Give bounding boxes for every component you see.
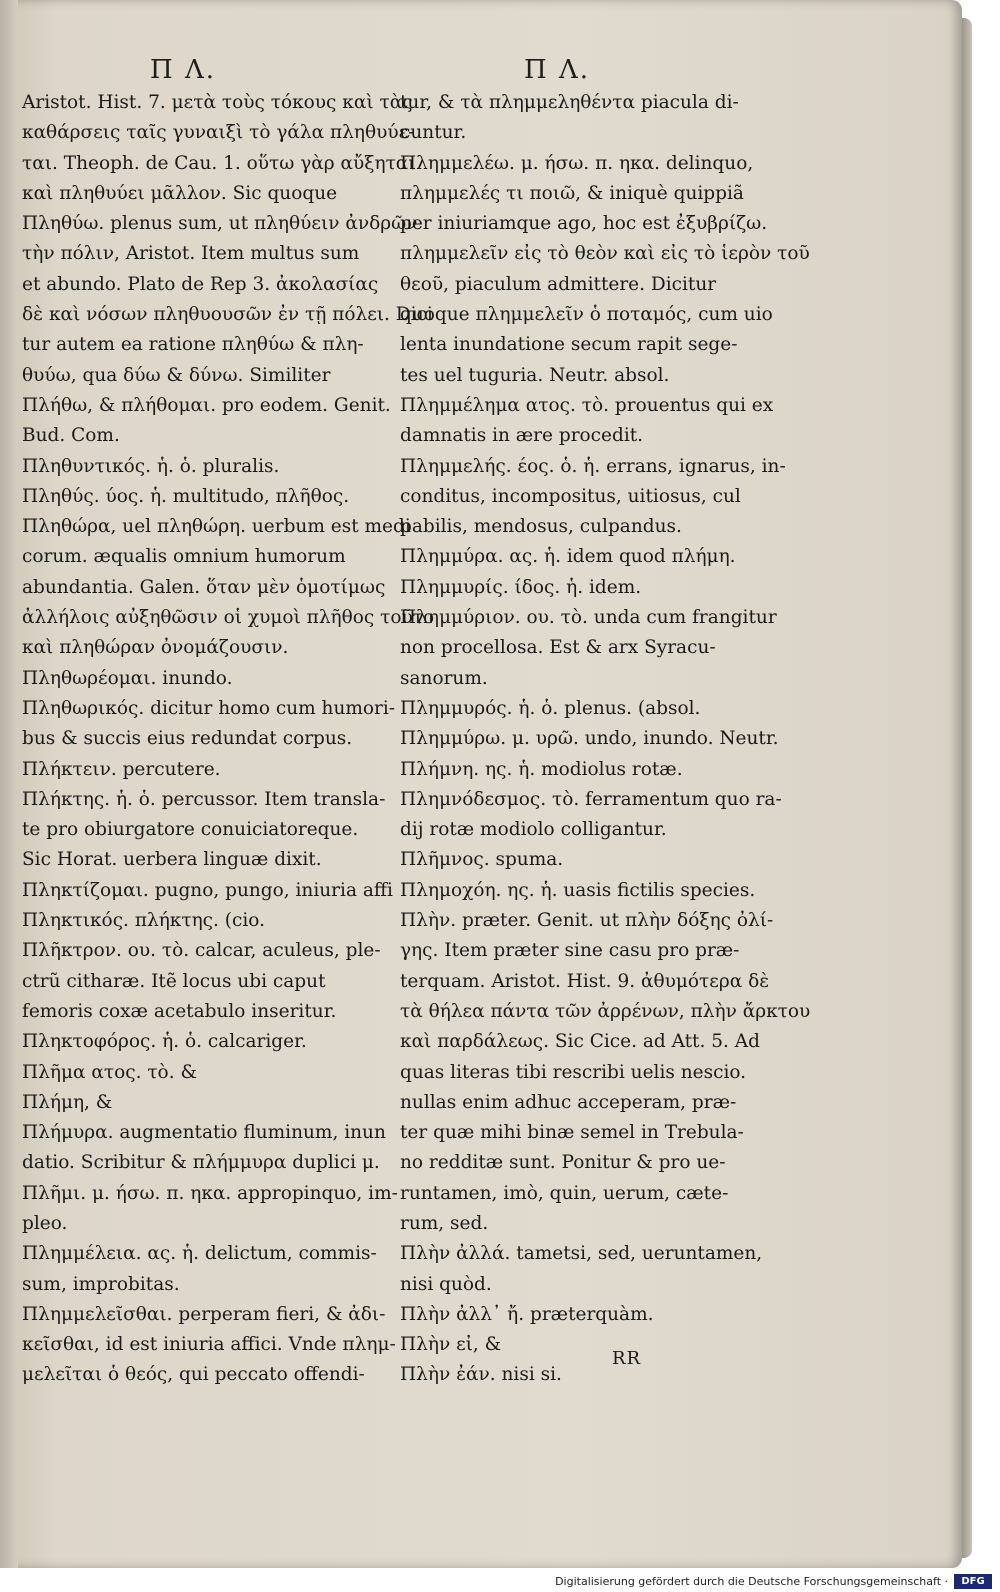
dfg-logo: DFG <box>954 1574 992 1589</box>
text-line: quoque πλημμελεῖν ὁ ποταμός, cum uio <box>400 304 773 326</box>
text-line: Bud. Com. <box>22 425 120 447</box>
text-line: τὰ θήλεα πάντα τῶν ἀρρένων, πλὴν ἄρκτου <box>400 1000 811 1022</box>
text-line: rum, sed. <box>400 1212 489 1234</box>
text-line: κεῖσθαι, id est iniuria affici. Vnde πλημ- <box>22 1334 396 1356</box>
text-line: Πλήμνη. ης. ἡ. modiolus rotæ. <box>400 758 683 780</box>
text-line: Πλημμελεῖσθαι. perperam fieri, & ἀδι- <box>22 1303 386 1325</box>
text-line: Πλῆκτρον. ου. τὸ. calcar, aculeus, ple- <box>22 940 381 962</box>
text-line: Πλήκτειν. percutere. <box>22 758 221 780</box>
text-line: ται. Theoph. de Cau. 1. οὕτω γὰρ αὔξηται <box>22 152 416 174</box>
text-line: Πληθωρικός. dicitur homo cum humori- <box>22 697 396 719</box>
text-line: Πληθύς. ύος. ἡ. multitudo, πλῆθος. <box>22 485 350 507</box>
text-line: pabilis, mendosus, culpandus. <box>400 516 682 538</box>
text-line: θεοῦ, piaculum admittere. Dicitur <box>400 273 717 295</box>
text-line: Πλημνόδεσμος. τὸ. ferramentum quo ra- <box>400 788 782 810</box>
text-line: bus & succis eius redundat corpus. <box>22 728 353 750</box>
text-line: pleo. <box>22 1212 68 1234</box>
text-line: καὶ πληθυύει μᾶλλον. Sic quoque <box>22 182 338 204</box>
text-line: Πλημμέλημα ατος. τὸ. prouentus qui ex <box>400 394 774 416</box>
text-line: nisi quòd. <box>400 1273 492 1295</box>
text-line: femoris coxæ acetabulo inseritur. <box>22 1000 337 1022</box>
text-line: Πλημμυρός. ἡ. ὁ. plenus. (absol. <box>400 697 701 719</box>
text-line: Πλῆμνος. spuma. <box>400 849 564 871</box>
text-line: Πλήμυρα. augmentatio fluminum, inun <box>22 1122 386 1144</box>
text-line: Πληθώρα, uel πληθώρη. uerbum est medi <box>22 516 411 538</box>
signature-mark: RR <box>612 1348 642 1369</box>
text-line: θυύω, qua δύω & δύνω. Similiter <box>22 364 331 386</box>
text-line: no redditæ sunt. Ponitur & pro ue- <box>400 1152 726 1174</box>
text-line: conditus, incompositus, uitiosus, cul <box>400 485 741 507</box>
running-head-left: Π Λ. <box>150 55 216 85</box>
text-line: Πλημμυρίς. ίδος. ἡ. idem. <box>400 576 642 598</box>
text-line: γης. Item præter sine casu pro præ- <box>400 940 740 962</box>
text-line: Πλημμύρα. ας. ἡ. idem quod πλήμη. <box>400 546 736 568</box>
text-line: per iniuriamque ago, hoc est ἐξυβρίζω. <box>400 213 768 235</box>
text-line: πλημμελεῖν εἰς τὸ θεὸν καὶ εἰς τὸ ἱερὸν τοῦ <box>400 243 810 265</box>
running-head-right: Π Λ. <box>524 55 590 85</box>
text-line: Πλήμη, & <box>22 1091 113 1113</box>
footer-bar <box>0 1572 1000 1592</box>
text-line: Πλήκτης. ἡ. ὁ. percussor. Item transla- <box>22 788 386 810</box>
text-line: sanorum. <box>400 667 488 689</box>
text-line: ter quæ mihi binæ semel in Trebula- <box>400 1122 744 1144</box>
text-line: datio. Scribitur & πλήμμυρα duplici μ. <box>22 1152 380 1174</box>
text-line: δὲ καὶ νόσων πληθυουσῶν ἐν τῇ πόλει. Dici <box>22 304 433 326</box>
page-gutter <box>0 0 18 1568</box>
text-line: nullas enim adhuc acceperam, præ- <box>400 1091 737 1113</box>
text-line: et abundo. Plato de Rep 3. ἀκολασίας <box>22 273 379 295</box>
text-line: Πλῆμα ατος. τὸ. & <box>22 1061 197 1083</box>
text-line: καὶ πληθώραν ὀνομάζουσιν. <box>22 637 289 659</box>
text-line: καθάρσεις ταῖς γυναιξὶ τὸ γάλα πληθυύε- <box>22 122 415 144</box>
text-line: Πλὴν εἰ, & <box>400 1334 502 1356</box>
text-line: Πλὴν ἐάν. nisi si. <box>400 1364 562 1386</box>
text-line: quas literas tibi rescribi uelis nescio. <box>400 1061 747 1083</box>
text-line: Πληθυντικός. ἡ. ὁ. pluralis. <box>22 455 280 477</box>
text-line: tur, & τὰ πλημμεληθέντα piacula di- <box>400 92 739 113</box>
text-line: abundantia. Galen. ὅταν μὲν ὁμοτίμως <box>22 576 386 598</box>
text-line: Πλημμελής. έος. ὁ. ἡ. errans, ignarus, in- <box>400 455 786 477</box>
text-line: ctrũ citharæ. Itẽ locus ubi caput <box>22 970 326 992</box>
text-line: Πληκτίζομαι. pugno, pungo, iniuria affi <box>22 879 393 901</box>
text-line: Πλὴν ἀλλ᾽ ἤ. præterquàm. <box>400 1303 654 1325</box>
text-line: Sic Horat. uerbera linguæ dixit. <box>22 849 322 871</box>
text-line: cuntur. <box>400 122 467 144</box>
text-line: Πληθωρέομαι. inundo. <box>22 667 233 689</box>
text-line: πλημμελές τι ποιῶ, & iniquè quippiã <box>400 182 744 204</box>
text-line: καὶ παρδάλεως. Sic Cice. ad Att. 5. Ad <box>400 1031 760 1053</box>
text-line: Πληκτικός. πλήκτης. (cio. <box>22 910 265 932</box>
funding-note: Digitalisierung gefördert durch die Deutsche Forschungsgemeinschaft · <box>555 1575 948 1588</box>
page-edge <box>962 18 972 1558</box>
text-line: Πλημμύρω. μ. υρῶ. undo, inundo. Neutr. <box>400 728 779 750</box>
text-line: τὴν πόλιν, Aristot. Item multus sum <box>22 243 360 265</box>
text-line: lenta inundatione secum rapit sege- <box>400 334 738 356</box>
text-line: tur autem ea ratione πληθύω & πλη- <box>22 334 364 356</box>
text-line: Πλημμέλεια. ας. ἡ. delictum, commis- <box>22 1243 377 1265</box>
text-line: Πληθύω. plenus sum, ut πληθύειν ἀνδρῶν <box>22 213 418 235</box>
text-line: tes uel tuguria. Neutr. absol. <box>400 364 670 386</box>
right-column <box>400 88 811 1391</box>
text-line: sum, improbitas. <box>22 1273 180 1295</box>
text-line: damnatis in ære procedit. <box>400 425 644 447</box>
text-line: Πλημμύριον. ου. τὸ. unda cum frangitur <box>400 607 777 629</box>
text-line: μελεῖται ὁ θεός, qui peccato offendi- <box>22 1364 365 1386</box>
text-line: ἀλλήλοις αὐξηθῶσιν οἱ χυμοὶ πλῆθος τοῦτο <box>22 607 435 629</box>
text-line: te pro obiurgatore conuiciatoreque. <box>22 819 359 841</box>
text-line: terquam. Aristot. Hist. 9. ἀθυμότερα δὲ <box>400 970 770 992</box>
text-line: dij rotæ modiolo colligantur. <box>400 819 667 841</box>
text-line: Πλημοχόη. ης. ἡ. uasis fictilis species. <box>400 879 756 901</box>
text-line: Πλὴν ἀλλά. tametsi, sed, ueruntamen, <box>400 1243 763 1265</box>
text-line: Πλὴν. præter. Genit. ut πλὴν δόξης ὀλί- <box>400 910 774 932</box>
text-line: corum. æqualis omnium humorum <box>22 546 346 568</box>
text-line: Aristot. Hist. 7. μετὰ τοὺς τόκους καὶ τὰς <box>22 92 413 113</box>
text-line: Πληκτοφόρος. ἡ. ὁ. calcariger. <box>22 1031 307 1053</box>
text-line: Πλήθω, & πλήθομαι. pro eodem. Genit. <box>22 394 391 416</box>
text-line: Πλῆμι. μ. ήσω. π. ηκα. appropinquo, im- <box>22 1182 398 1204</box>
text-line: non procellosa. Est & arx Syracu- <box>400 637 716 659</box>
text-line: runtamen, imò, quin, uerum, cæte- <box>400 1182 729 1204</box>
text-line: Πλημμελέω. μ. ήσω. π. ηκα. delinquo, <box>400 152 754 174</box>
